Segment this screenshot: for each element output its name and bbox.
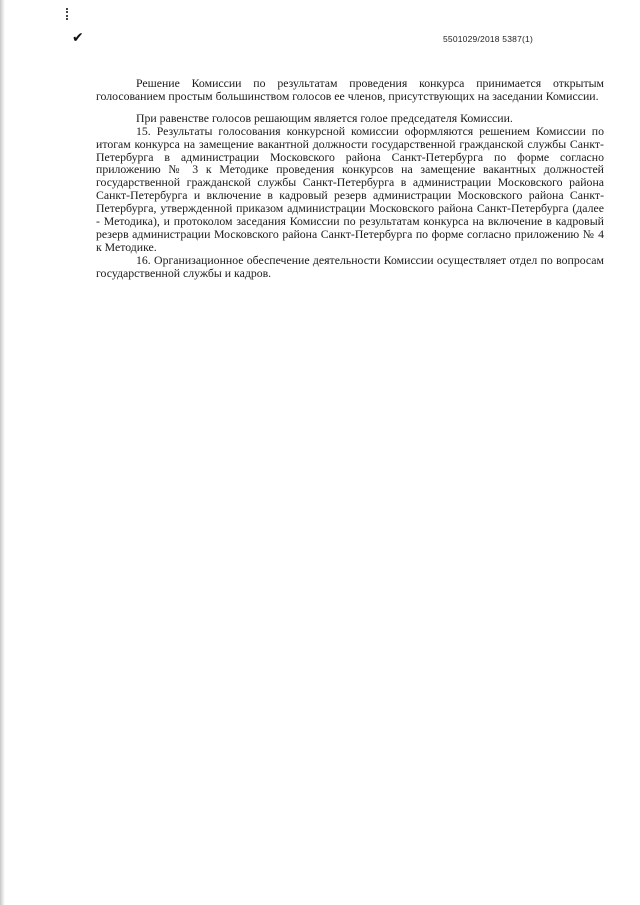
paragraph-voting-procedure: Решение Комиссии по результатам проведения конкурса принимается открытым голосованием простым большинством голосов ее членов, присутствующих на заседании Комиссии. [96,76,604,103]
document-id: 5501029/2018 5387(1) [442,34,533,44]
paragraph-item-16: 16. Организационное обеспечение деятельности Комиссии осуществляет отдел по вопросам государственной службы и кадров. [96,252,604,280]
document-body [96,77,604,280]
paragraph-item-15: 15. Результаты голосования конкурсной комиссии оформляются решением Комиссии по итогам конкурса на замещение вакантной должности государственной гражданской службы Санкт-Петербурга в администрации Московского района Санкт-Петербурга по форме согласно приложению № 3 к Методике проведения конкурсов на замещение вакантных должностей государственной гражданской службы Санкт-Петербурга в администрации Московского района Санкт-Петербурга и включение в кадровый резерв администрации Московского района Санкт-Петербурга, утвержденной приказом администрации Московского района Санкт-Петербурга (далее - Методика), и протоколом заседания Комиссии по результатам конкурса на включение в кадровый резерв администрации Московского района Санкт-Петербурга по форме согласно приложению № 4 к Методике. [96,123,604,254]
punch-mark-icon [66,8,71,20]
paragraph-tie-vote: При равенстве голосов решающим является голое председателя Комиссии. [136,110,513,125]
corner-check-mark-icon: ✔︎ [72,30,84,46]
scan-edge-shadow [0,0,5,905]
